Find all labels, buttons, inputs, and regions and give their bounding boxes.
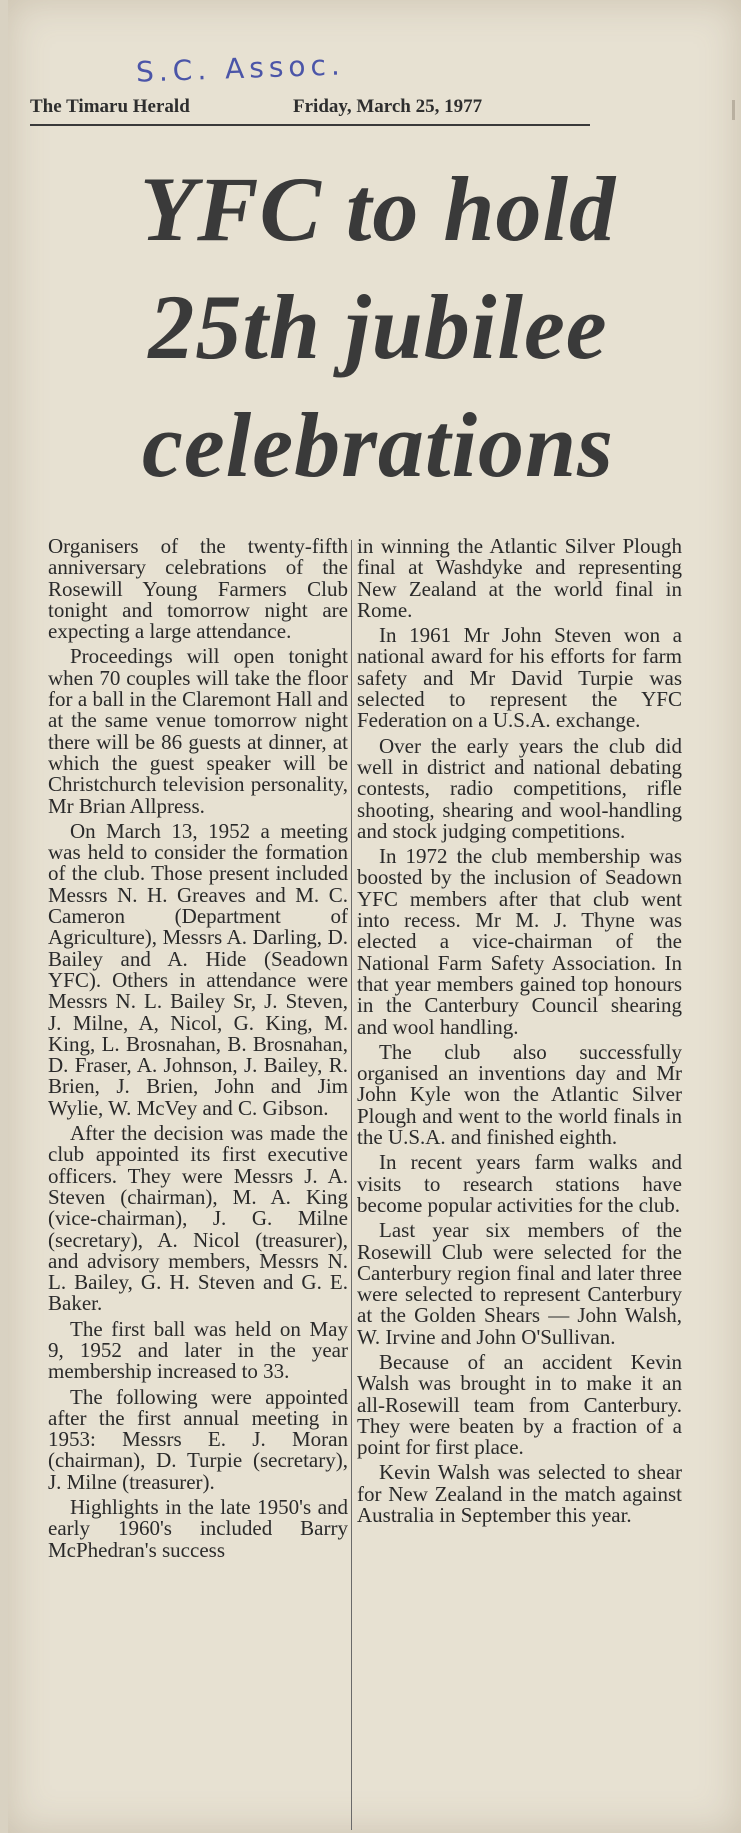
newspaper-clipping [8,0,741,1833]
paragraph: The following were appointed after the first annual meeting in 1953: Messrs E. J. Moran (chairman), D. Turpie (secretary), J. Milne (treasurer). [48,1384,348,1494]
paragraph: Because of an accident Kevin Walsh was brought in to make it an all-Rosewill team from Canterbury. They were beaten by a fraction of a point for first place. [357,1349,682,1460]
article-column-left [48,536,348,1565]
publication-name: The Timaru Herald [30,96,190,117]
paragraph: Organisers of the twenty-fifth anniversary celebrations of the Rosewill Young Farmers Club tonight and tomorrow night are expecting a large attendance. [48,534,348,644]
paragraph: The first ball was held on May 9, 1952 and later in the year membership increased to 33. [48,1316,348,1384]
paragraph: After the decision was made the club appointed its first executive officers. They were Messrs J. A. Steven (chairman), M. A. King (vice-chairman), J. G. Milne (secretary), A. Nicol (treasurer), and advisory members, Messrs N. L. Bailey, G. H. Steven and G. E. Baker. [48,1121,348,1316]
paragraph: On March 13, 1952 a meeting was held to consider the formation of the club. Those present included Messrs N. H. Greaves and M. C. Cameron (Department of Agriculture), Messrs A. Darling, D. Bailey and A. Hide (Seadown YFC). Others in attendance were Messrs N. L. Bailey Sr, J. Steven, J. Milne, A, Nicol, G. King, M. King, L. Brosnahan, B. Brosnahan, D. Fraser, A. Johnson, J. Bailey, R. Brien, J. Brien, John and Jim Wylie, W. McVey and C. Gibson. [48,818,348,1120]
paragraph: Proceedings will open tonight when 70 couples will take the floor for a ball in the Claremont Hall and at the same venue tomorrow night there will be 86 guests at dinner, at which the guest speaker will be Christchurch television personality, Mr Brian Allpress. [48,644,348,818]
paragraph: Over the early years the club did well in district and national debating contests, radio competitions, rifle shooting, shearing and wool-handling and stock judging competitions. [357,733,682,843]
edge-mark [732,100,735,120]
handwritten-note: S.C. Assoc. [135,48,346,89]
paragraph: In 1961 Mr John Steven won a national award for his efforts for farm safety and Mr David Turpie was selected to represent the YFC Federation on a U.S.A. exchange. [357,623,682,733]
paragraph: Highlights in the late 1950's and early 1960's included Barry McPhedran's success [48,1495,348,1562]
paragraph: Kevin Walsh was selected to shear for New Zealand in the match against Australia in September this year. [357,1460,682,1528]
dateline [30,94,590,126]
paragraph: In recent years farm walks and visits to research stations have become popular activities for the club. [357,1150,682,1217]
article-column-right [357,536,682,1530]
paragraph: The club also successfully organised an inventions day and Mr John Kyle won the Atlantic Silver Plough and went to the world finals in the U.S.A. and finished eighth. [357,1039,682,1150]
paragraph: in winning the Atlantic Silver Plough final at Washdyke and representing New Zealand at the world final in Rome. [357,534,682,622]
paragraph: Last year six members of the Rosewill Club were selected for the Canterbury region final and later three were selected to represent Canterbury at the Golden Shears — John Walsh, W. Irvine and John O'Sullivan. [357,1218,682,1349]
column-divider [351,540,352,1830]
publication-date: Friday, March 25, 1977 [293,96,483,117]
paragraph: In 1972 the club membership was boosted by the inclusion of Seadown YFC members after that club went into recess. Mr M. J. Thyne was elected a vice-chairman of the National Farm Safety Association. In that year members gained top honours in the Canterbury Council shearing and wool handling. [357,844,682,1039]
headline: YFC to hold 25th jubilee celebrations [139,158,617,496]
